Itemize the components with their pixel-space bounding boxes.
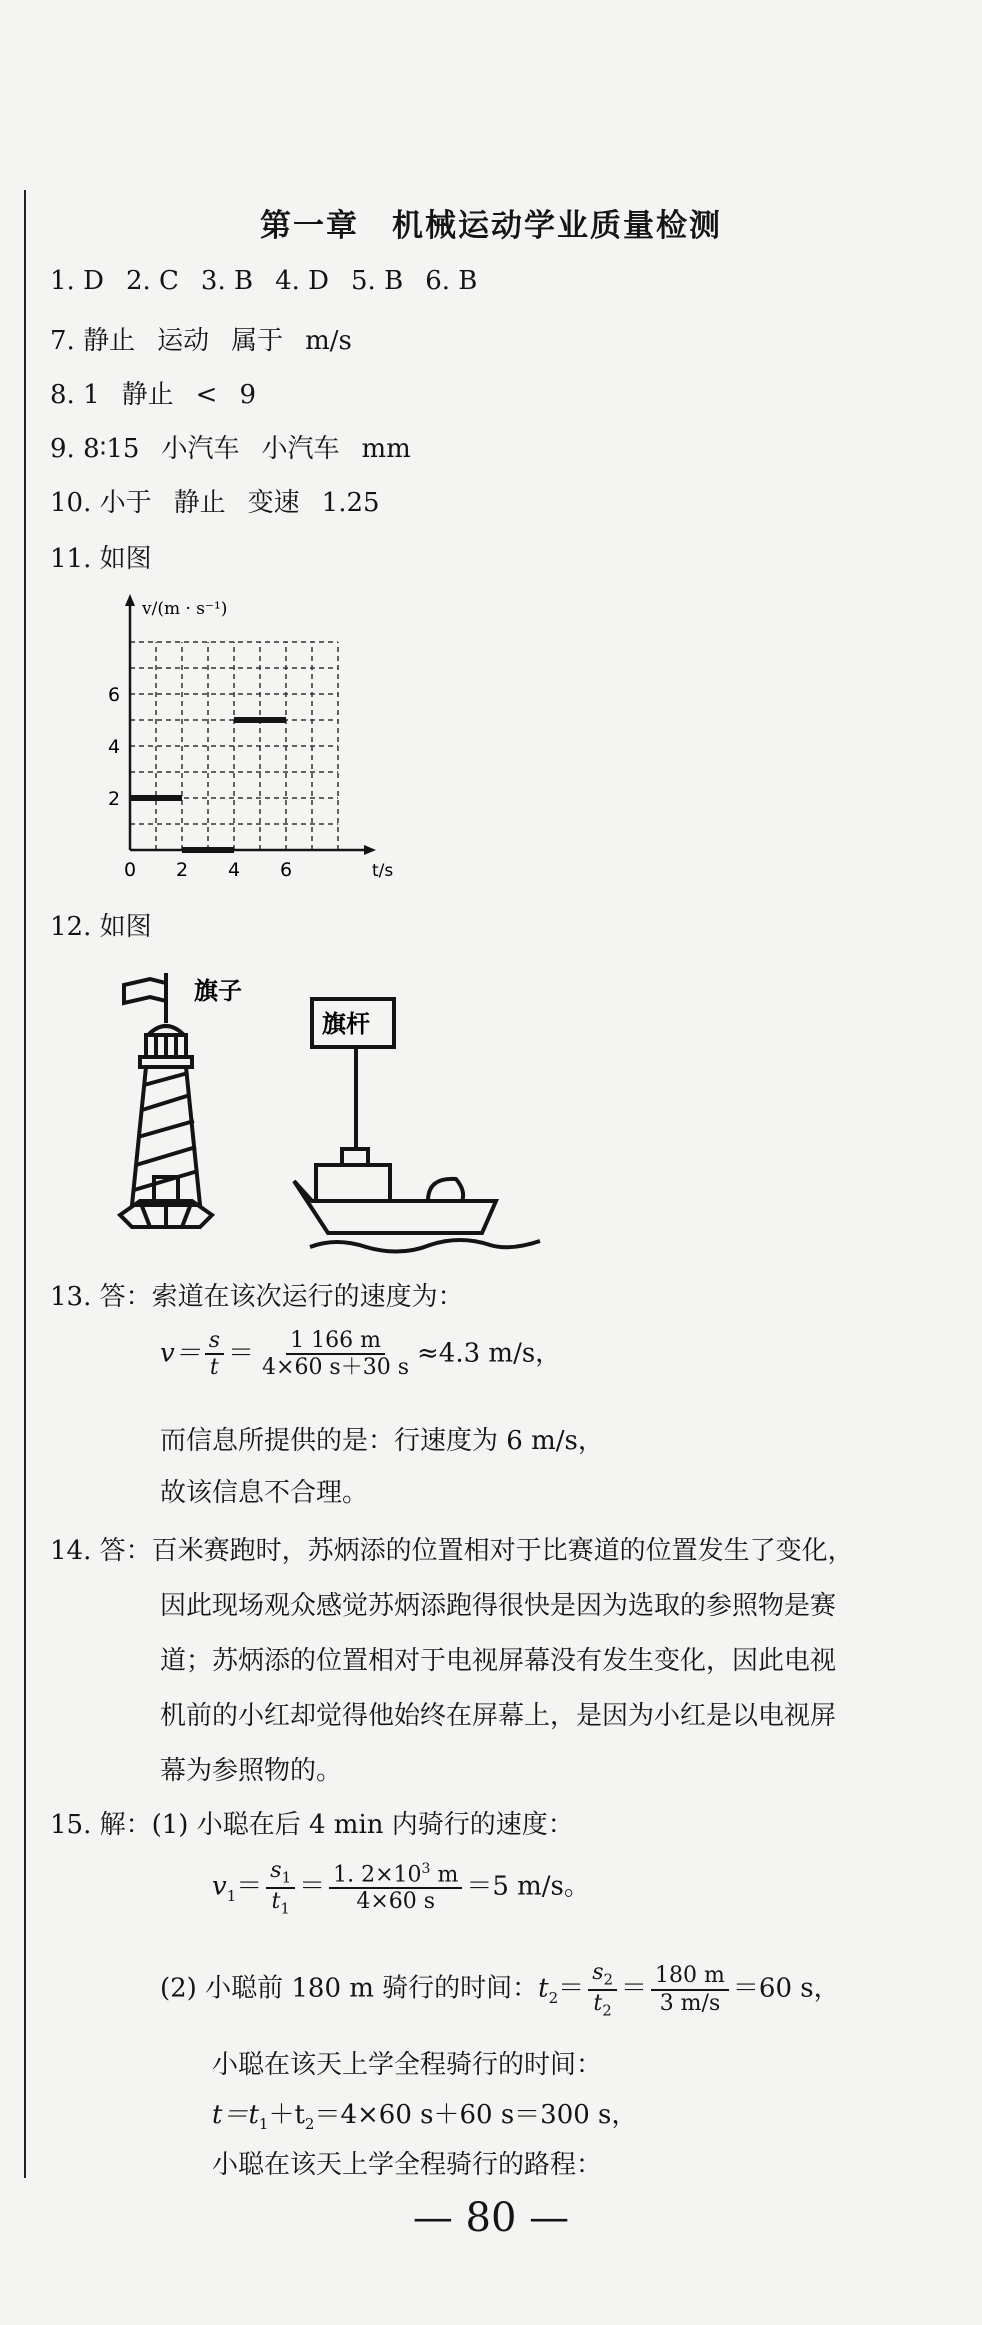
q15-line3: 小聪在该天上学全程骑行的时间： [212, 2050, 603, 2080]
y-tick-label: 4 [108, 736, 121, 758]
x-axis-label: t/s [372, 861, 394, 881]
fraction-s1-over-t1: $\frac{s_1}{t_1}$ [266, 1858, 295, 1917]
fraction-s-over-t: $\frac{s}{t}$ [205, 1328, 224, 1381]
q13-line4: 故该信息不合理。 [160, 1478, 369, 1508]
answer-line-q10: 10. 小于 静止 变速 1.25 [50, 488, 380, 518]
answer-line-q12: 12. 如图 [50, 912, 152, 942]
x-axis-arrow [364, 845, 376, 855]
lighthouse-icon [120, 1026, 212, 1227]
answer-line-q8: 8. 1 静止 < 9 [50, 380, 256, 410]
answer-line-q7: 7. 静止 运动 属于 m/s [50, 326, 352, 356]
q15-equation-1: $v_1=$ $\frac{s_1}{t_1}$ ＝ $\frac{1. 2\times 10^3 m}{4\times 60 s}$ ＝5 m/s。 [212, 1858, 590, 1918]
q13-equation: v＝ $\frac{s}{t}$ ＝ $\frac{1 166 m}{4\times 60 s+30 s}$ ≈4.3 m/s， [160, 1328, 562, 1381]
answer-line-q11: 11. 如图 [50, 544, 152, 574]
fraction-distance2-over-speed: $\frac{180 m}{3 m/s}$ [651, 1963, 729, 2016]
lighthouse-boat-figure [110, 965, 550, 1255]
chart-grid [130, 642, 338, 850]
q14-line4: 机前的小红却觉得他始终在屏幕上，是因为小红是以电视屏 [160, 1701, 837, 1731]
answer-line-q13: 13. 答：索道在该次运行的速度为： [50, 1282, 464, 1312]
y-axis-arrow [125, 594, 135, 606]
boat-icon [294, 1149, 540, 1252]
page-title: 第一章 机械运动学业质量检测 [260, 208, 722, 244]
chart-axes [125, 594, 376, 855]
y-tick-label: 6 [108, 684, 121, 706]
x-tick-label: 0 [124, 859, 137, 881]
x-tick-label: 4 [228, 859, 241, 881]
q15-part2: (2) 小聪前 180 m 骑行的时间：$t_2=$ $\frac{s_2}{t_2}$ ＝ $\frac{180 m}{3 m/s}$ ＝60 s， [160, 1960, 840, 2020]
q13-line3: 而信息所提供的是：行速度为 6 m/s， [160, 1426, 604, 1456]
y-tick-label: 2 [108, 788, 121, 810]
x-tick-label: 2 [176, 859, 189, 881]
answer-line-q15: 15. 解：(1) 小聪在后 4 min 内骑行的速度： [50, 1810, 574, 1840]
q14-line2: 因此现场观众感觉苏炳添跑得很快是因为选取的参照物是赛 [160, 1591, 837, 1621]
page-number: — 80 — [412, 2195, 570, 2241]
flag-label: 旗子 [194, 977, 242, 1005]
pole-label: 旗杆 [322, 1010, 370, 1038]
velocity-time-chart [100, 588, 420, 888]
answer-line-q9: 9. 8∶15 小汽车 小汽车 mm [50, 434, 411, 464]
q15-line4: $t=t_1+t_2=4\times 60$ s＋60 s＝300 s， [212, 2100, 638, 2134]
fraction-s2-over-t2: $\frac{s_2}{t_2}$ [588, 1960, 617, 2019]
q15-line5: 小聪在该天上学全程骑行的路程： [212, 2150, 603, 2180]
y-axis-label: v/(m · s⁻¹) [142, 599, 228, 619]
x-tick-label: 6 [280, 859, 293, 881]
lighthouse-flag-icon [124, 973, 166, 1023]
fraction-distance-over-time: $\frac{1 166 m}{4\times 60 s+30 s}$ [262, 1328, 410, 1381]
answer-line-q1: 1. D 2. C 3. B 4. D 5. B 6. B [50, 266, 478, 296]
q14-line5: 幕为参照物的。 [160, 1756, 343, 1786]
answer-line-q14: 14. 答：百米赛跑时，苏炳添的位置相对于比赛道的位置发生了变化， [50, 1536, 854, 1566]
left-margin-rule [24, 190, 26, 2178]
q14-line3: 道；苏炳添的位置相对于电视屏幕没有发生变化，因此电视 [160, 1646, 837, 1676]
fraction-distance1-over-time1: $\frac{1. 2\times 10^3 m}{4\times 60 s}$ [329, 1861, 462, 1915]
